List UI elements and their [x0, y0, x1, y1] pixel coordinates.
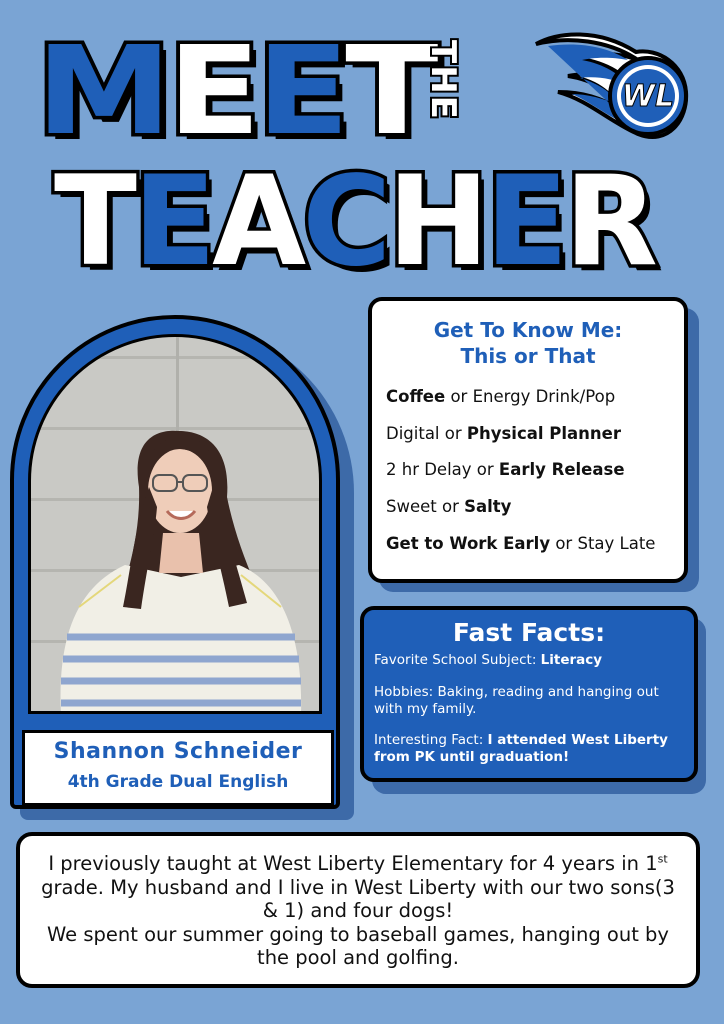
title-teacher	[54, 150, 655, 294]
title-letter: C	[302, 150, 388, 294]
choice-b: Stay Late	[577, 534, 656, 553]
bio-box	[16, 832, 700, 988]
fact-label: Interesting Fact:	[374, 732, 488, 748]
title-letter: E	[485, 150, 565, 294]
logo-text: WL	[621, 79, 675, 114]
fast-facts-title: Fast Facts:	[452, 618, 606, 647]
choice-a: Get to Work Early	[386, 534, 551, 553]
choice-a: Sweet	[386, 497, 437, 516]
teacher-photo	[28, 334, 322, 714]
choice-a: 2 hr Delay	[386, 460, 472, 479]
title-letter: E	[132, 150, 213, 294]
fact-interesting	[374, 732, 684, 766]
this-or-that-card	[368, 297, 688, 583]
choice-sep: or	[436, 497, 465, 516]
fact-value: Literacy	[540, 652, 603, 668]
title-letter: A	[212, 150, 303, 294]
title-letter: M	[36, 20, 168, 162]
fast-facts-card	[360, 606, 698, 782]
this-or-that-item	[386, 460, 625, 479]
this-or-that-item	[386, 424, 621, 443]
title-letter: H	[387, 150, 486, 294]
choice-sep: or	[550, 534, 578, 553]
title-the: THE	[423, 40, 463, 121]
choice-a: Coffee	[386, 387, 446, 406]
title-letter: R	[564, 150, 655, 294]
title-letter: T	[345, 20, 434, 162]
this-or-that-title: Get To Know Me:	[433, 318, 623, 342]
teacher-portrait	[31, 337, 322, 714]
this-or-that-item	[386, 497, 511, 516]
title-meet	[36, 20, 434, 162]
title-letter: T	[54, 150, 133, 294]
teacher-name: Shannon Schneider	[53, 739, 303, 764]
bio-paragraph-1	[40, 852, 676, 923]
teacher-name-card	[22, 730, 334, 806]
teacher-grade: 4th Grade Dual English	[67, 772, 289, 792]
choice-sep: or	[445, 387, 473, 406]
bio-text: grade. My husband and I live in West Liberty with our two sons(3 & 1) and four dogs!	[41, 875, 675, 922]
this-or-that-item	[386, 387, 615, 406]
choice-b: Physical Planner	[466, 424, 621, 443]
bio-text: I previously taught at West Liberty Elementary for 4 years in	[48, 852, 646, 875]
choice-b: Salty	[464, 497, 512, 516]
fact-hobbies: Hobbies: Baking, reading and hanging out with my family.	[374, 684, 659, 717]
bio-ordinal: 1	[645, 852, 658, 875]
fact-value: I attended West Liberty from PK until graduation!	[374, 732, 668, 765]
choice-b: Energy Drink/Pop	[472, 387, 616, 406]
title-letter: E	[167, 20, 257, 162]
fact-subject	[374, 652, 684, 669]
choice-a: Digital	[386, 424, 440, 443]
school-logo	[528, 30, 698, 156]
choice-sep: or	[439, 424, 467, 443]
title-letter: E	[256, 20, 346, 162]
bio-paragraph-2: We spent our summer going to baseball games, hanging out by the pool and golfing.	[47, 922, 669, 969]
choice-sep: or	[471, 460, 499, 479]
this-or-that-subtitle: This or That	[460, 344, 596, 368]
fact-label: Favorite School Subject:	[374, 652, 541, 668]
this-or-that-item	[386, 534, 655, 553]
bio-ordinal-suffix: st	[657, 852, 668, 866]
flame-logo-icon	[528, 30, 698, 156]
choice-b: Early Release	[498, 460, 625, 479]
